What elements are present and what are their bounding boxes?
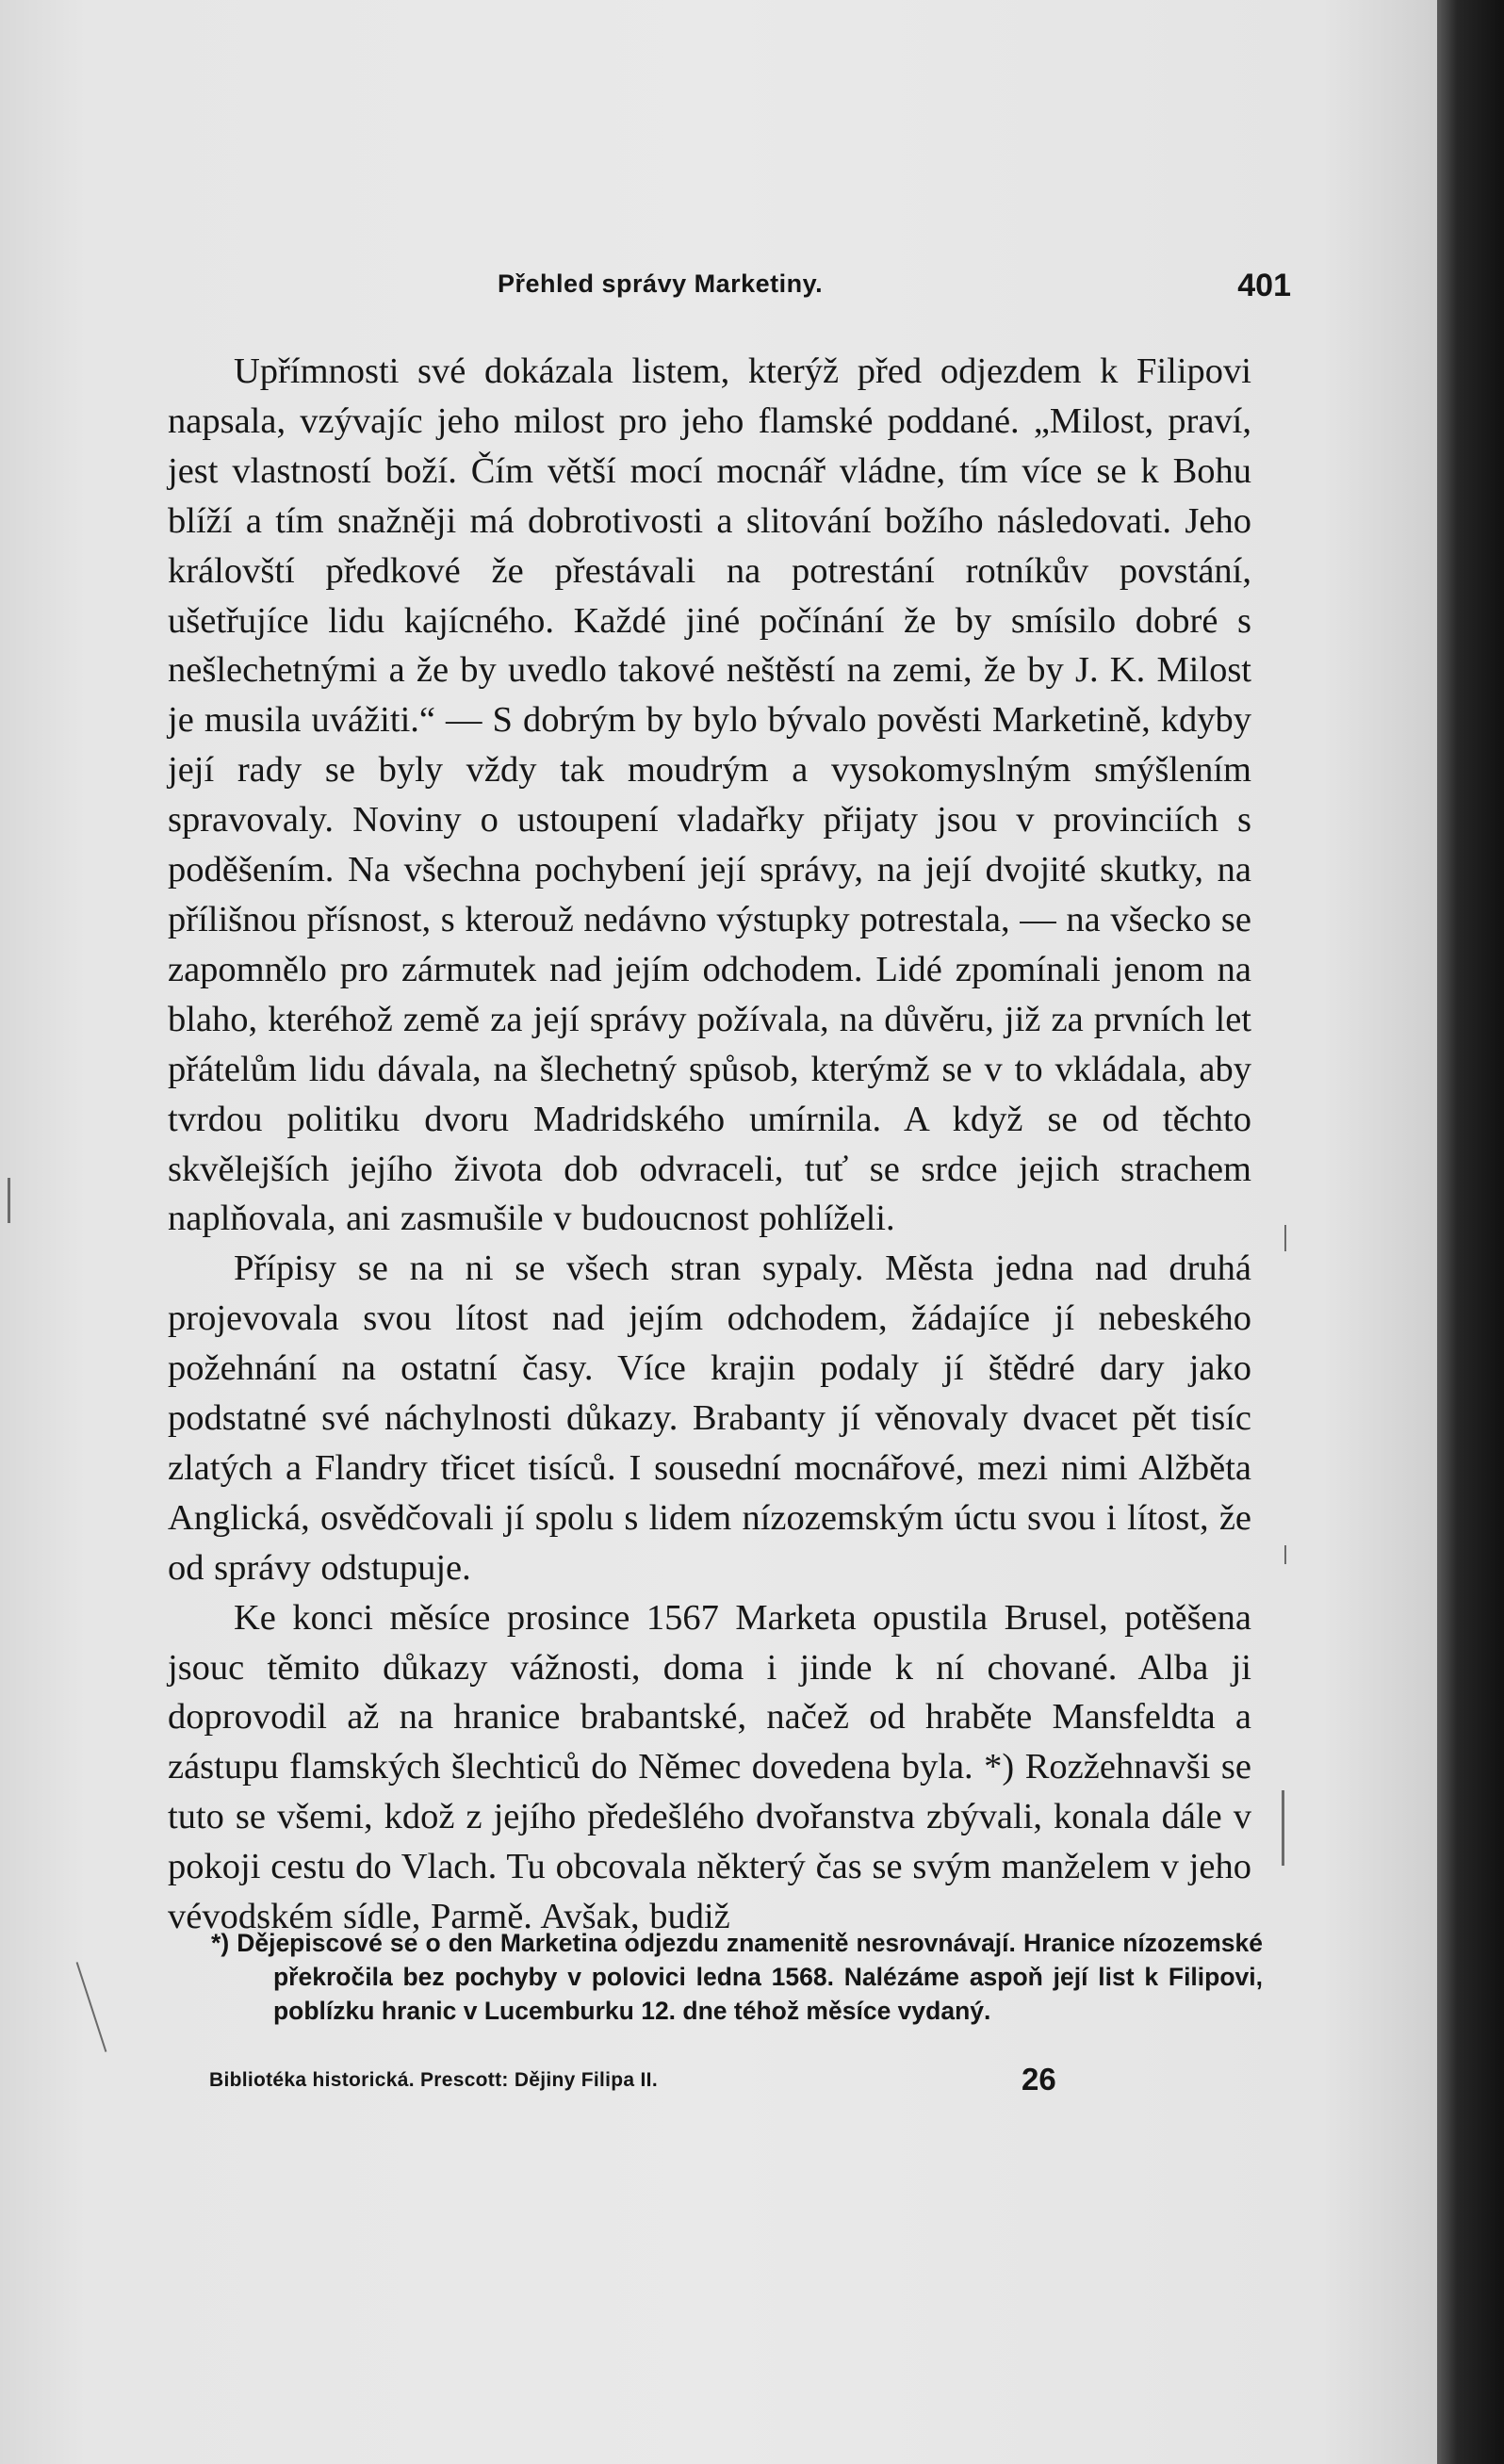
paragraph: Přípisy se na ni se všech stran sypaly. Města jedna nad druhá projevovala svou lítost nad jejím odchodem, žádajíce jí nebeského požehnání na ostatní časy. Více krajin podaly jí štědré dary jako podstatné své náchylnosti důkazy. Brabanty jí věnovaly dvacet pět tisíc zlatých a Flandry třicet tisíců. I sousední mocnářové, mezi nimi Alžběta Anglická, osvědčovali jí spolu s lidem nízozemským úctu svou i lítost, že od správy odstupuje. xyxy=(168,1248,1251,1588)
page-number: 401 xyxy=(1237,268,1291,303)
page-header xyxy=(170,269,1291,307)
page-footer xyxy=(209,2062,1076,2099)
margin-mark xyxy=(1284,1225,1286,1251)
paragraph: Ke konci měsíce prosince 1567 Marketa opustila Brusel, potěšena jsouc těmito důkazy vážnosti, doma i jinde k ní chované. Alba ji doprovodil až na hranice brabantské, načež od hraběte Mansfeldta a zástupu flamských šlechticů do Němec dovedena byla. *) Rozžehnavši se tuto se všemi, kdož z jejího předešlého dvořanstva zbývali, konala dále v pokoji cestu do Vlach. Tu obcovala některý čas se svým manželem v jeho vévodském sídle, Parmě. Avšak, budiž xyxy=(168,1597,1251,1937)
margin-mark xyxy=(1282,1790,1284,1866)
signature-line: Bibliotéka historická. Prescott: Dějiny Filipa II. xyxy=(209,2069,658,2091)
main-text xyxy=(168,347,1251,1942)
margin-mark xyxy=(8,1178,10,1223)
signature-number: 26 xyxy=(1022,2062,1056,2097)
margin-mark xyxy=(1284,1545,1286,1564)
footnotes xyxy=(168,1926,1263,2028)
footnote: *) Dějepiscové se o den Marketina odjezdu znamenitě nesrovnávají. Hranice nízozemské překročila bez pochyby v polovici ledna 1568. Nalézáme aspoň její list k Filipovi, poblízku hranic v Lucemburku 12. dne téhož měsíce vydaný. xyxy=(211,1929,1263,2025)
running-title: Přehled správy Marketiny. xyxy=(498,269,824,298)
scan-edge xyxy=(1437,0,1504,2464)
paragraph: Upřímnosti své dokázala listem, kterýž před odjezdem k Filipovi napsala, vzývajíc jeho milost pro jeho flamské poddané. „Milost, praví, jest vlastností boží. Čím větší mocí mocnář vládne, tím více se k Bohu blíží a tím snažněji má dobrotivosti a slitování božího následovati. Jeho královští předkové že přestávali na potrestání rotníkův povstání, ušetřujíce lidu kajícného. Každé jiné počínání že by smísilo dobré s nešlechetnými a že by uvedlo takové neštěstí na zemi, že by J. K. Milost je musila uvážiti.“ — S dobrým by bylo bývalo pověsti Marketině, kdyby její rady se byly vždy tak moudrým a vysokomyslným smýšlením spravovaly. Noviny o ustoupení vladařky přijaty jsou v provinciích s poděšením. Na všechna pochybení její správy, na její dvojité skutky, na přílišnou přísnost, s kterouž nedávno výstupky potrestala, — na všecko se zapomnělo pro zármutek nad jejím odchodem. Lidé zpomínali jenom na blaho, kteréhož země za její správy požívala, na důvěru, již za prvních let přátelům lidu dávala, na šlechetný spůsob, kterýmž se v to vkládala, aby tvrdou politiku dvoru Madridského umírnila. A když se od těchto skvělejších jejího života dob odvraceli, tuť se srdce jejich strachem naplňovala, ani zasmušile v budoucnost pohlíželi. xyxy=(168,351,1251,1239)
